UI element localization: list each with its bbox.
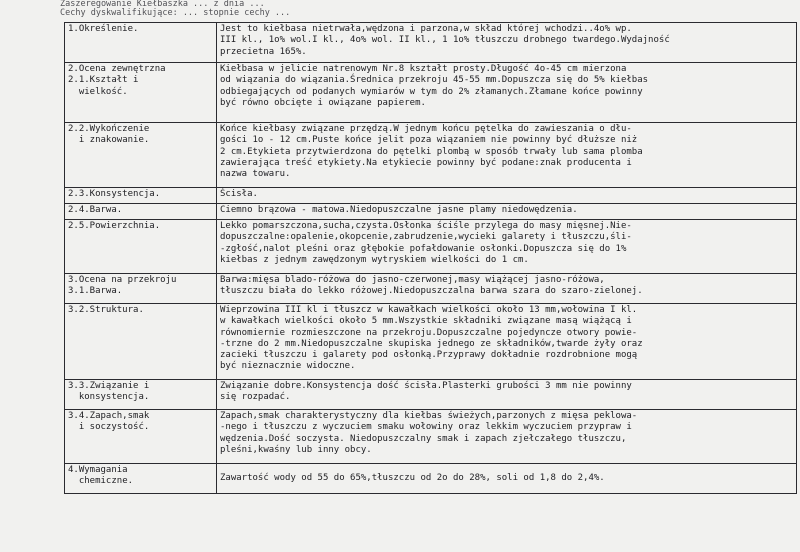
- row-label: 2.Ocena zewnętrzna 2.1.Kształt i wielkość.: [65, 63, 217, 123]
- row-text: Zapach,smak charakterystyczny dla kiełbas świeżych,parzonych z mięsa peklowa- -nego i tłuszczu z wyczuciem smaku wołowiny oraz lekkim wyczuciem przypraw i wędzenia.Dość soczysta. Niedopuszczalny smak i zapach zjełczałego tłuszczu, pleśni,kwaśny lub inny obcy.: [217, 410, 797, 464]
- header-fragment-1: Zaszeregowanie Kiełbaszka ... z dnia ...: [60, 0, 265, 9]
- row-text: Jest to kiełbasa nietrwała,wędzona i parzona,w skład której wchodzi..4o% wp. III kl., 1o% wol.I kl., 4o% wol. II kl., 1 1o% tłuszczu drobnego twardego.Wydajność przecietna 165%.: [217, 23, 797, 63]
- row-text: Związanie dobre.Konsystencja dość ścisła.Plasterki grubości 3 mm nie powinny się rozpadać.: [217, 380, 797, 410]
- row-text: Lekko pomarszczona,sucha,czysta.Osłonka ściśle przylega do masy mięsnej.Nie- dopuszczalne:opalenie,okopcenie,zabrudzenie,wycieki galarety i tłuszczu,śli- -zgłość,nalot pleśni oraz głębokie pofałdowanie osłonki.Dopuszcza się do 1% kiełbas z jednym zawędzonym wytryskiem wielkości do 1 cm.: [217, 220, 797, 274]
- row-label: 4.Wymagania chemiczne.: [65, 464, 217, 494]
- table-row: [65, 410, 797, 464]
- table-row: [65, 304, 797, 380]
- specification-table: [64, 22, 797, 494]
- row-text: Zawartość wody od 55 do 65%,tłuszczu od 2o do 28%, soli od 1,8 do 2,4%.: [217, 464, 797, 494]
- row-text: Końce kiełbasy związane przędzą.W jednym końcu pętelka do zawieszania o dłu- gości 1o - 12 cm.Puste końce jelit poza wiązaniem nie powinny być dłuższe niż 2 cm.Etykieta przytwierdzona do pętelki plombą w sposób trwały lub sama plomba zawierająca treść etykiety.Na etykiecie powinny być podane:znak producenta i nazwa towaru.: [217, 123, 797, 188]
- row-label: 2.2.Wykończenie i znakowanie.: [65, 123, 217, 188]
- table-row: [65, 464, 797, 494]
- table-row: [65, 274, 797, 304]
- row-text: Ścisła.: [217, 188, 797, 204]
- row-label: 3.Ocena na przekroju 3.1.Barwa.: [65, 274, 217, 304]
- table-row: [65, 23, 797, 63]
- table-row: [65, 188, 797, 204]
- row-label: 2.5.Powierzchnia.: [65, 220, 217, 274]
- table-row: [65, 220, 797, 274]
- row-label: 3.3.Związanie i konsystencja.: [65, 380, 217, 410]
- row-label: 1.Określenie.: [65, 23, 217, 63]
- table-row: [65, 123, 797, 188]
- row-text: Wieprzowina III kl i tłuszcz w kawałkach wielkości około 13 mm,wołowina I kl. w kawałkach wielkości około 5 mm.Wszystkie składniki związane masą wiążącą i równomiernie rozmieszczone na przekroju.Dopuszczalne pojedyncze otwory powie- -trzne do 2 mm.Niedopuszczalne skupiska jednego ze składników,twarde żyły oraz zacieki tłuszczu i galarety pod osłonką.Przyprawy dokładnie rozdrobnione mogą być nieznacznie widoczne.: [217, 304, 797, 380]
- row-text: Barwa:mięsa blado-różowa do jasno-czerwonej,masy wiążącej jasno-różowa, tłuszczu biała do lekko różowej.Niedopuszczalna barwa szara do szaro-zielonej.: [217, 274, 797, 304]
- table-row: [65, 204, 797, 220]
- table-row: [65, 63, 797, 123]
- row-text: Ciemno brązowa - matowa.Niedopuszczalne jasne plamy niedowędzenia.: [217, 204, 797, 220]
- row-label: 3.4.Zapach,smak i soczystość.: [65, 410, 217, 464]
- header-fragment-2: Cechy dyskwalifikujące: ... stopnie cechy ...: [60, 8, 291, 18]
- row-label: 3.2.Struktura.: [65, 304, 217, 380]
- row-text: Kiełbasa w jelicie natrenowym Nr.8 kształt prosty.Długość 4o-45 cm mierzona od wiązania do wiązania.Średnica przekroju 45-55 mm.Dopuszcza się do 5% kiełbas odbiegających od podanych wymiarów w tym do 2% złamanych.Złamane końce powinny być równo obcięte i owiązane papierem.: [217, 63, 797, 123]
- table-row: [65, 380, 797, 410]
- row-label: 2.4.Barwa.: [65, 204, 217, 220]
- row-label: 2.3.Konsystencja.: [65, 188, 217, 204]
- cut-off-header: [60, 0, 800, 20]
